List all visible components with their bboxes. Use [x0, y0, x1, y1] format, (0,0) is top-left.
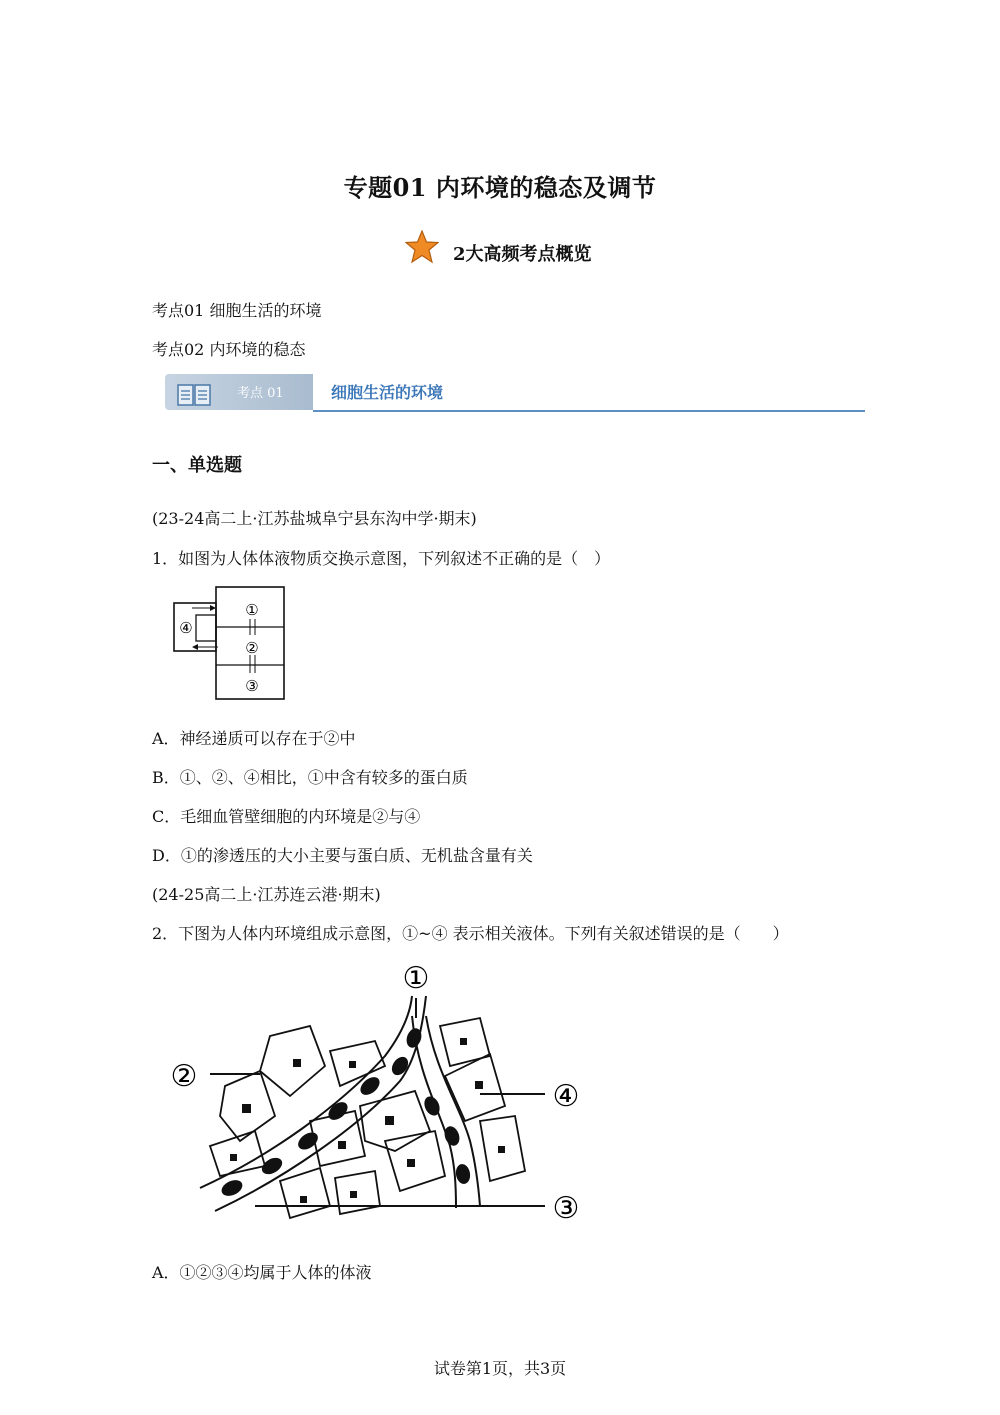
fig2-label-3: ③: [552, 1191, 580, 1226]
internal-environment-diagram: [160, 956, 590, 1226]
section-heading: 一、单选题: [152, 455, 242, 476]
q2-option-a: A．①②③④均属于人体的体液: [152, 1263, 372, 1282]
banner-tag: 考点 01: [237, 386, 284, 401]
fig1-label-2: ②: [245, 639, 259, 657]
banner-rule: [313, 410, 865, 412]
q2-source: (24-25高二上·江苏连云港·期末): [152, 885, 381, 904]
q1-stem: 1．如图为人体体液物质交换示意图，下列叙述不正确的是（ ）: [152, 549, 611, 568]
star-icon: [405, 230, 439, 264]
q1-option-a: A．神经递质可以存在于②中: [152, 729, 356, 748]
q1-option-b: B．①、②、④相比，①中含有较多的蛋白质: [152, 768, 468, 787]
q1-source: (23-24高二上·江苏盐城阜宁县东沟中学·期末): [152, 509, 477, 528]
q1-option-d: D．①的渗透压的大小主要与蛋白质、无机盐含量有关: [152, 846, 533, 865]
fig1-label-3: ③: [245, 677, 259, 695]
fig2-label-2: ②: [170, 1059, 198, 1094]
topic-banner: [165, 372, 865, 416]
fig2-label-1: ①: [402, 961, 430, 996]
overview-label: 2大高频考点概览: [453, 244, 592, 265]
topic-item-2: 考点02 内环境的稳态: [152, 340, 306, 359]
page-footer: 试卷第1页，共3页: [433, 1359, 567, 1378]
q2-stem: 2．下图为人体内环境组成示意图，①~④ 表示相关液体。下列有关叙述错误的是（ ）: [152, 924, 789, 943]
banner-topic: 细胞生活的环境: [331, 383, 444, 402]
fig1-label-4: ④: [179, 619, 193, 637]
page-title: 专题01 内环境的稳态及调节: [343, 173, 657, 202]
q1-option-c: C．毛细血管壁细胞的内环境是②与④: [152, 807, 421, 826]
topic-item-1: 考点01 细胞生活的环境: [152, 301, 322, 320]
fluid-exchange-diagram: [172, 585, 288, 703]
fig1-label-1: ①: [245, 601, 259, 619]
fig2-label-4: ④: [552, 1079, 580, 1114]
book-icon: [177, 384, 211, 406]
overview-heading: [405, 230, 592, 264]
